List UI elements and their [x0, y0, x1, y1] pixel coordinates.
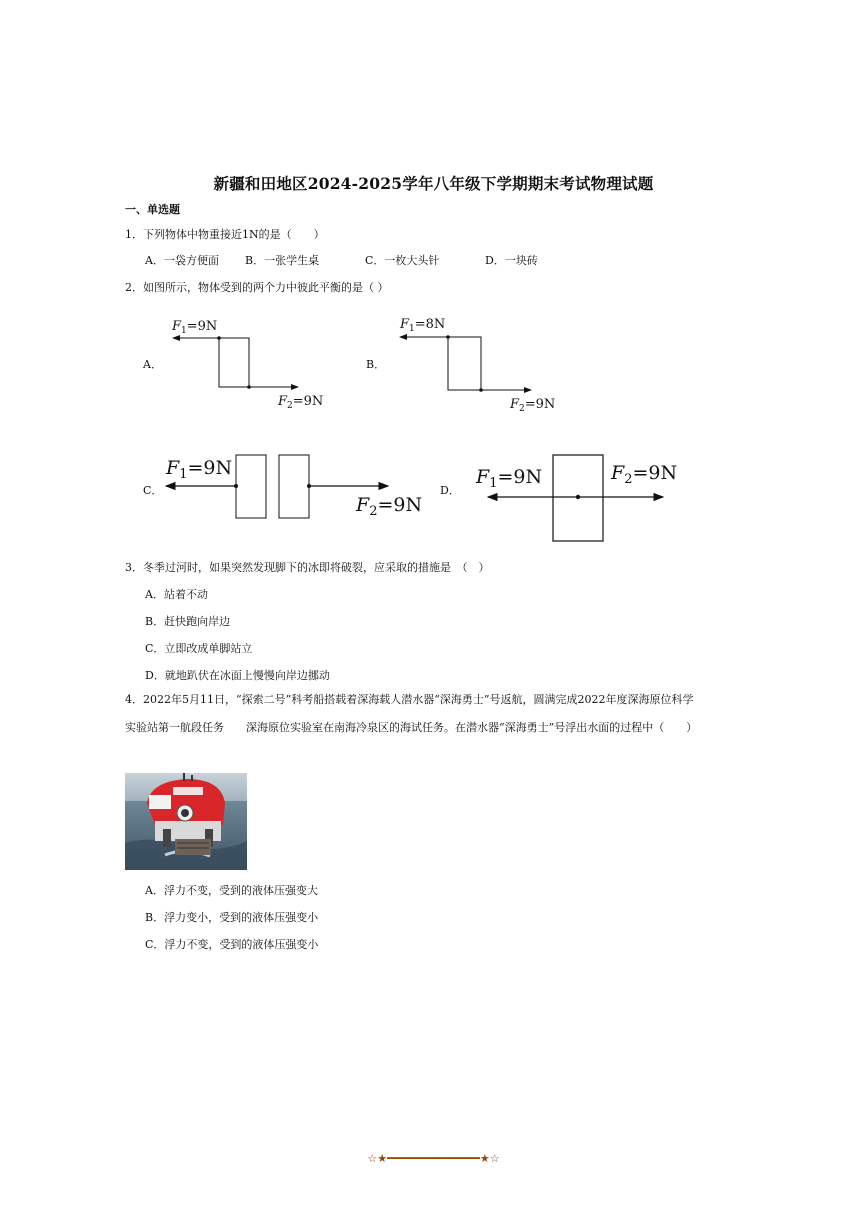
- q2-diagram-a: [160, 308, 340, 418]
- q2-option-c-label: C．: [143, 484, 163, 497]
- page-title: 新疆和田地区2024-2025学年八年级下学期期末考试物理试题: [213, 174, 654, 193]
- q4-option-c: C．浮力不变，受到的液体压强变小: [145, 938, 319, 951]
- block: [448, 337, 481, 390]
- f1-label: $F_1=9N$: [172, 319, 218, 336]
- f2-label: $F_2=9N$: [611, 462, 678, 487]
- q4-option-a: A．浮力不变，受到的液体压强变大: [145, 884, 318, 897]
- block-right: [279, 455, 309, 518]
- f2-label: $F_2=9N$: [278, 394, 324, 411]
- question-2-stem: 2．如图所示，物体受到的两个力中彼此平衡的是（ ）: [125, 281, 389, 294]
- submersible-illustration: [125, 773, 247, 870]
- section-heading: 一、单选题: [125, 203, 180, 216]
- q3-option-a: A．站着不动: [145, 588, 208, 601]
- q3-option-d: D．就地趴伏在冰面上慢慢向岸边挪动: [145, 669, 330, 682]
- block-left: [236, 455, 266, 518]
- q2-diagram-c: [160, 445, 430, 525]
- f1-label: $F_1=8N$: [400, 317, 446, 334]
- f1-label: $F_1=9N$: [166, 457, 233, 482]
- q3-option-c: C．立即改成单脚站立: [145, 642, 253, 655]
- q1-option-a: A．一袋方便面: [145, 254, 219, 267]
- q2-diagram-b: [390, 308, 570, 418]
- question-4-stem: 4．2022年5月11日，“探索二号”科考船搭载着深海载人潜水器“深海勇士”号返航，圆满完成2022年度深海原位科学实验站第一航段任务 深海原位实验室在南海冷泉区的海试任务。在潜水器“深海勇士”号浮出水面的过程中（ ）: [125, 693, 698, 734]
- block: [219, 338, 249, 387]
- q2-option-b-label: B．: [366, 358, 386, 371]
- page-footer-ornament: ☆★━━━━━━━━━━━━━━★☆: [367, 1152, 500, 1165]
- q2-diagram-d: [470, 448, 690, 544]
- f2-label: $F_2=9N$: [510, 397, 556, 414]
- submersible-photo: [125, 773, 247, 870]
- question-1-stem: 1．下列物体中物重接近1N的是（ ）: [125, 228, 325, 241]
- q2-option-d-label: D．: [440, 484, 460, 497]
- q4-option-b: B．浮力变小，受到的液体压强变小: [145, 911, 319, 924]
- q1-option-b: B．一张学生桌: [245, 254, 320, 267]
- question-3-stem: 3．冬季过河时，如果突然发现脚下的冰即将破裂，应采取的措施是 （ ）: [125, 561, 490, 574]
- f1-label: $F_1=9N$: [476, 466, 543, 491]
- q2-option-a-label: A．: [143, 358, 162, 371]
- q3-option-b: B．赶快跑向岸边: [145, 615, 231, 628]
- f2-label: $F_2=9N$: [356, 494, 423, 519]
- q1-option-c: C．一枚大头针: [365, 254, 440, 267]
- q1-option-d: D．一块砖: [485, 254, 538, 267]
